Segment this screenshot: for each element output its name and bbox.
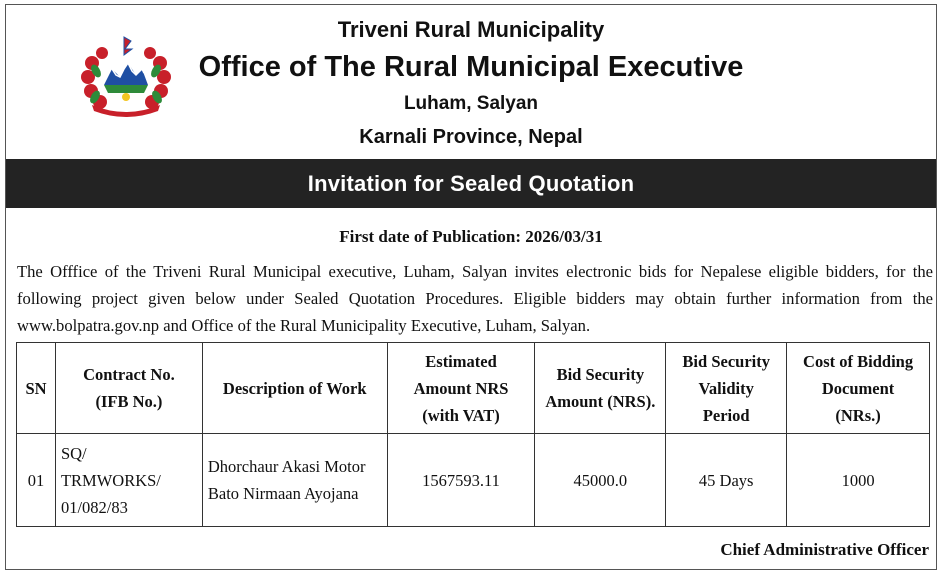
col-header-validity: Bid Security Validity Period — [666, 343, 787, 434]
col-header-contract: Contract No. (IFB No.) — [55, 343, 202, 434]
col-header-cost: Cost of Bidding Document (NRs.) — [787, 343, 930, 434]
intro-paragraph: The Offfice of the Triveni Rural Municipal executive, Luham, Salyan invites electronic bids for Nepalese eligible bidders, for the following project given below under Sealed Quotation Procedures. Eligible bidders may obtain further information from the www.bolpatra.gov.np and Office of the Rural Municipality Executive, Luham, Salyan. — [17, 262, 933, 335]
col-header-amount: Estimated Amount NRS (with VAT) — [387, 343, 535, 434]
col-header-description: Description of Work — [202, 343, 387, 434]
signer-title: Chief Administrative Officer — [720, 540, 929, 559]
municipality-name: Triveni Rural Municipality — [337, 17, 605, 42]
office-location: Luham, Salyan — [403, 93, 539, 114]
cell-cost: 1000 — [787, 434, 930, 527]
office-name: Office of The Rural Municipal Executive — [198, 51, 744, 83]
header — [6, 5, 936, 160]
cell-amount: 1567593.11 — [387, 434, 535, 527]
cell-validity: 45 Days — [666, 434, 787, 527]
table-row — [17, 434, 930, 527]
cell-sn: 01 — [17, 434, 56, 527]
notice-title-banner: Invitation for Sealed Quotation — [6, 159, 936, 208]
cell-contract-no: SQ/ TRMWORKS/ 01/082/83 — [55, 434, 202, 527]
cell-description: Dhorchaur Akasi Motor Bato Nirmaan Ayojana — [202, 434, 387, 527]
notice-page — [5, 4, 937, 570]
publication-date: First date of Publication: 2026/03/31 — [339, 227, 603, 246]
office-province: Karnali Province, Nepal — [359, 126, 583, 148]
col-header-security: Bid Security Amount (NRS). — [535, 343, 666, 434]
bid-table — [16, 342, 930, 527]
cell-bid-security: 45000.0 — [535, 434, 666, 527]
table-header-row — [17, 343, 930, 434]
col-header-sn: SN — [17, 343, 56, 434]
